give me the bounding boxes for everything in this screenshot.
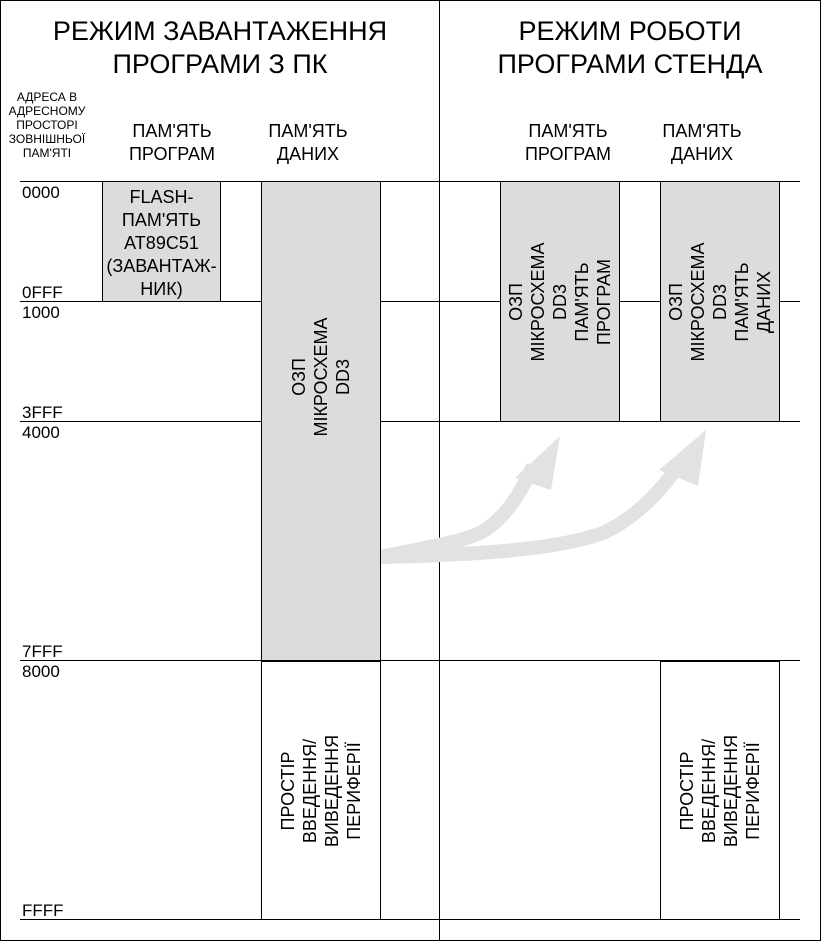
address-label: 4000 [22,423,60,442]
flash-memory-block [102,181,221,302]
address-label: 0FFF [22,283,63,302]
left-program-memory-header: ПАМ'ЯТЬ ПРОГРАМ [128,121,216,164]
periph-load-block [261,661,381,920]
ram-load-block [261,181,381,661]
address-label: 3FFF [22,403,63,422]
ram-data-block [660,181,780,422]
address-label: 0000 [22,183,60,202]
address-label: 8000 [22,662,60,681]
right-section-title: РЕЖИМ РОБОТИ ПРОГРАМИ СТЕНДА [497,16,763,79]
right-program-memory-header: ПАМ'ЯТЬ ПРОГРАМ [524,121,612,164]
right-data-memory-header: ПАМ'ЯТЬ ДАНИХ [662,121,742,164]
left-data-memory-header: ПАМ'ЯТЬ ДАНИХ [268,121,348,164]
flash-memory-label: FLASH- ПАМ'ЯТЬ AT89C51 (ЗАВАНТАЖ- НИК) [106,187,217,299]
address-label: 1000 [22,303,60,322]
periph-load-label: ПРОСТІР ВВЕДЕННЯ/ВИВЕДЕННЯ ПЕРИФЕРІЇ [278,734,364,847]
left-section-title: РЕЖИМ ЗАВАНТАЖЕННЯ ПРОГРАМИ З ПК [52,16,388,79]
ram-load-label: ОЗП МІКРОСХЕМА DD3 [289,317,353,437]
ram-data-label: ОЗП МІКРОСХЕМА DD3 ПАМ'ЯТЬ ДАНИХ [666,241,774,362]
address-column-header: АДРЕСА В АДРЕСНОМУ ПРОСТОРІ ЗОВНІШНЬОЇ ПАМ'ЯТІ [8,90,86,160]
arrow-to-program-memory [380,466,533,557]
ram-program-label: ОЗП МІКРОСХЕМА DD3 ПАМ'ЯТЬ ПРОГРАМ [506,241,614,362]
periph-run-label: ПРОСТІР ВВЕДЕННЯ/ВИВЕДЕННЯ ПЕРИФЕРІЇ [677,734,763,847]
periph-run-block [660,661,780,920]
ram-program-block [500,181,620,422]
address-label: FFFF [22,901,64,920]
address-label: 7FFF [22,642,63,661]
